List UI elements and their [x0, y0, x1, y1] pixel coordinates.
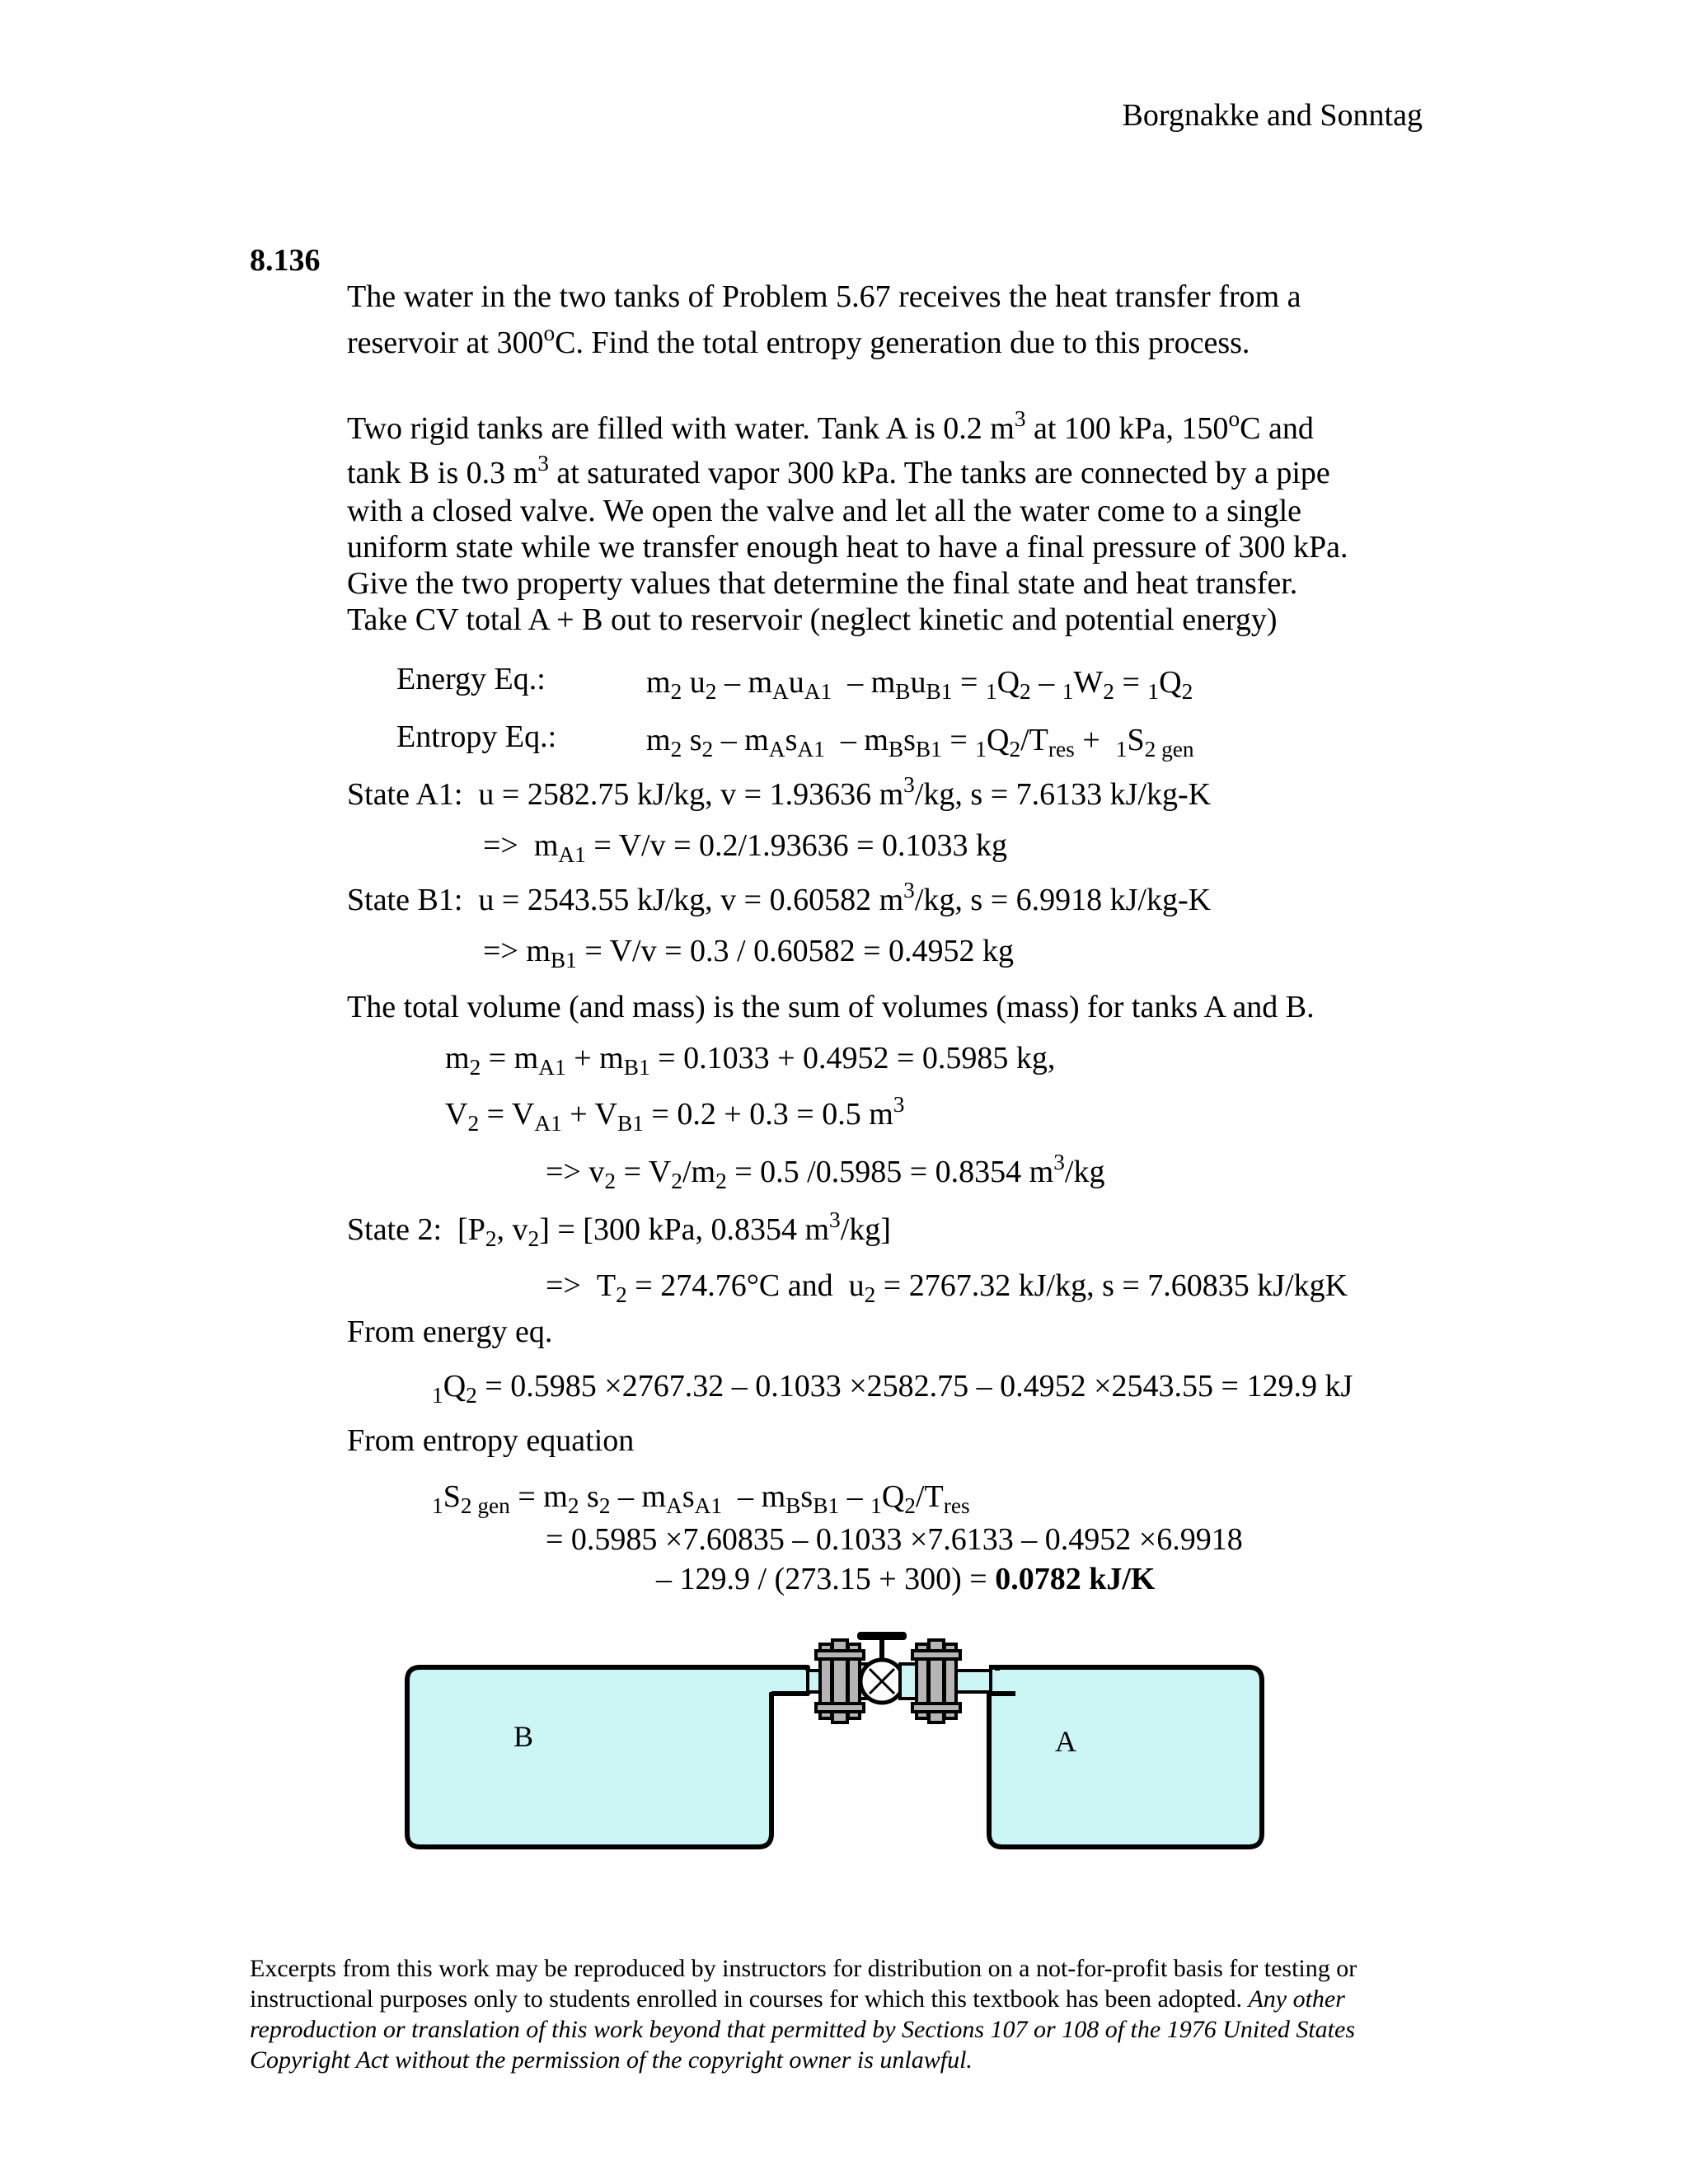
mb1-line: => $m_{B1} = V/v = 0.3 / 0.60582 = 0.4952$ kg	[483, 934, 1015, 973]
restated-line-2: tank B is 0.3 $m^3$ at saturated vapor 300 kPa. The tanks are connected by a pipe	[347, 450, 1330, 490]
copyright-footer: Excerpts from this work may be reproduced by instructors for distribution on a not-for-profit basis for testing or instructional purposes only to students enrolled in courses for which this textbook has been adopted. Any other reproduction or translation of this work beyond that permitted by Sections 107 or 108 of the 1976 United States Copyright Act without the permission of the copyright owner is unlawful.	[250, 1955, 1357, 2074]
m2-line: $m_2 = m_{A1} + m_{B1} = 0.1033 + 0.4952 = 0.5985$ kg,	[445, 1041, 1056, 1080]
ma1-line: => $m_{A1} = V/v = 0.2/1.93636 = 0.1033$ kg	[483, 828, 1008, 868]
two-tank-diagram	[396, 1628, 1278, 1850]
restated-line-6: Take CV total A + B out to reservoir (neglect kinetic and potential energy)	[347, 602, 1278, 637]
entropy-eq-label: Entropy Eq.:	[396, 719, 557, 754]
question-line-1: The water in the two tanks of Problem 5.67 receives the heat transfer from a	[347, 279, 1301, 314]
energy-eq-label: Energy Eq.:	[396, 662, 546, 696]
V2-line: $V_2 = V_{A1} + V_{B1} = 0.2 + 0.3 = 0.5$ $m^3$	[445, 1091, 905, 1137]
tank-a-label: A	[1055, 1725, 1076, 1758]
energy-equation: $m_2$ $u_2 - m_Au_{A1} - m_Bu_{B1} = _1Q_2 - _1W_2 = _1Q_2$	[646, 665, 1193, 705]
restated-line-4: uniform state while we transfer enough heat to have a final pressure of 300 kPa.	[347, 530, 1348, 565]
entropy-equation: $m_2$ $s_2 - m_As_{A1} - m_Bs_{B1} = _1Q_2/T_{res} + _1S_{2 gen}$	[646, 723, 1194, 762]
state-2-line: State 2: [$P_2$, $v_2] = [300$ kPa, 0.8354 $m^3/kg$]	[347, 1207, 891, 1252]
total-volume-line: The total volume (and mass) is the sum of volumes (mass) for tanks A and B.	[347, 990, 1315, 1024]
sgen-line-1: $_1S_{2 gen} = m_2$ $s_2 - m_As_{A1} - m_Bs_{B1} - _1Q_2/T_{res}$	[432, 1479, 970, 1519]
Q2-line: $_1Q_2 = 0.5985 \times 2767.32 - 0.1033 \times 2582.75 - 0.4952 \times 2543.55 = 129.9$ kJ	[432, 1369, 1353, 1408]
valve-handle	[857, 1632, 907, 1640]
sgen-line-3: – 129.9 / (273.15 + 300) = 0.0782 kJ/K	[656, 1562, 1156, 1596]
tank-a	[989, 1667, 1262, 1847]
sgen-line-2: = 0.5985 ×7.60835 – 0.1033 ×7.6133 – 0.4952 ×6.9918	[546, 1522, 1243, 1557]
state-a1-line: State A1: u = 2582.75 kJ/kg, v = 1.93636 $m^3/kg$, s = 7.6133 kJ/kg-K	[347, 771, 1212, 812]
sgen-result: 0.0782 kJ/K	[995, 1562, 1156, 1596]
state-b1-line: State B1: u = 2543.55 kJ/kg, v = 0.60582 $m^3/kg$, s = 6.9918 kJ/kg-K	[347, 877, 1212, 917]
T2-line: => $T_2 = 274.76^\circ C$ and $u_2 = 2767.32$ kJ/kg, s = 7.60835 kJ/kgK	[546, 1268, 1348, 1308]
question-line-2: reservoir at 300$^o$C. Find the total entropy generation due to this process.	[347, 320, 1250, 360]
restated-line-1: Two rigid tanks are filled with water. Tank A is 0.2 $m^3$ at 100 kPa, 150$^o$C and	[347, 405, 1314, 446]
from-energy-label: From energy eq.	[347, 1315, 553, 1349]
valve-body	[857, 1632, 917, 1703]
page-header: Borgnakke and Sonntag	[1122, 98, 1423, 133]
restated-line-5: Give the two property values that determine the final state and heat transfer.	[347, 566, 1298, 601]
tank-b	[407, 1667, 808, 1847]
tank-b-label: B	[513, 1720, 534, 1753]
from-entropy-label: From entropy equation	[347, 1423, 635, 1458]
problem-number: 8.136	[250, 243, 321, 278]
right-flange	[912, 1640, 960, 1722]
restated-line-3: with a closed valve. We open the valve and let all the water come to a single	[347, 494, 1301, 528]
left-flange	[816, 1640, 864, 1722]
v2-line: => $v_2 = V_2/m_2 = 0.5$ /0.5985 = 0.8354 $m^3/kg$	[546, 1149, 1105, 1194]
